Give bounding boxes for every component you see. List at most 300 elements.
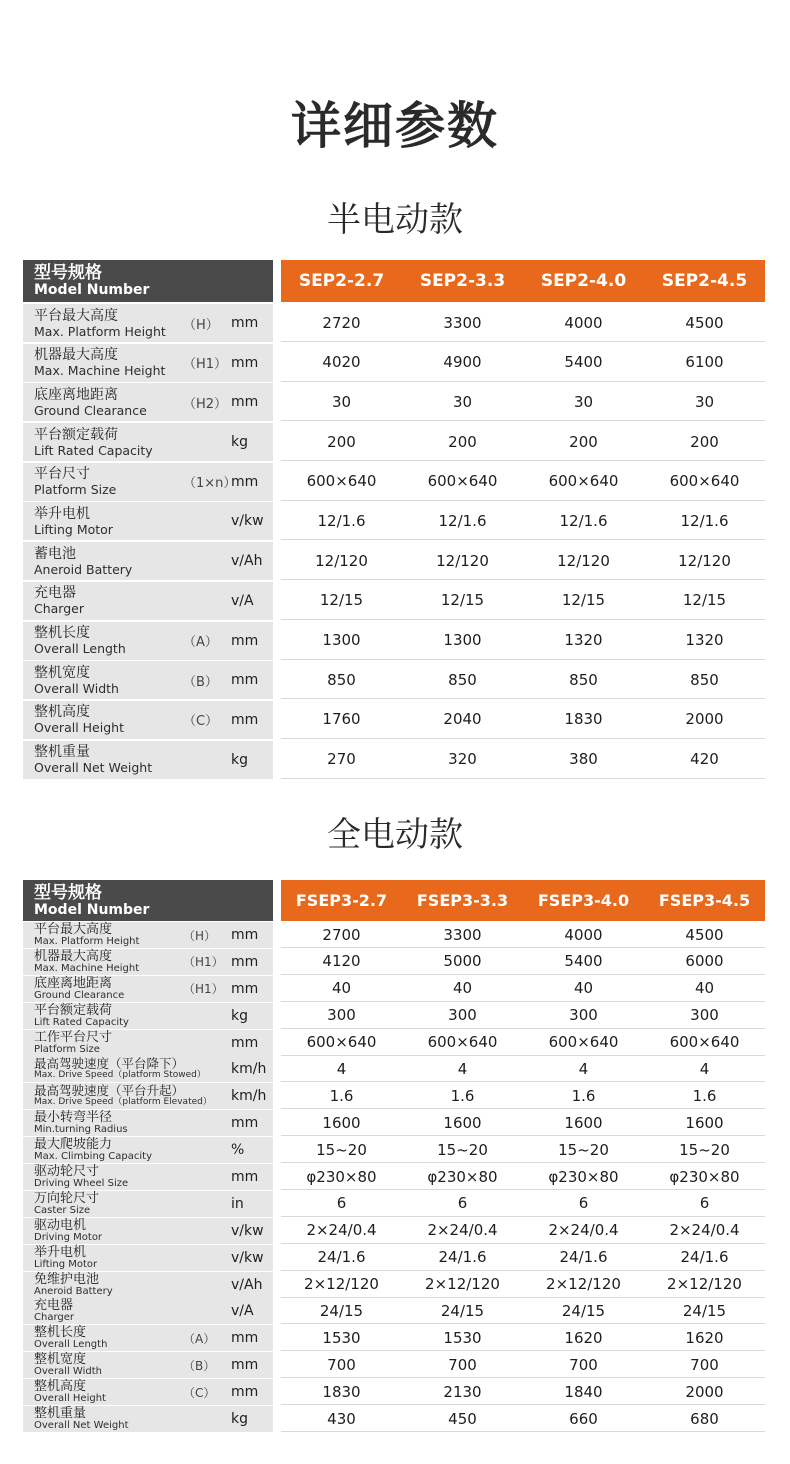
parameter-name-en: Ground Clearance — [34, 989, 125, 1001]
table-row — [23, 1272, 765, 1298]
model-number-label-en: Model Number — [34, 901, 150, 918]
parameter-name-en: Aneroid Battery — [34, 1285, 113, 1297]
parameter-label-cell — [23, 1030, 273, 1056]
value-cell: 420 — [690, 750, 719, 769]
parameter-label-cell — [23, 1056, 273, 1082]
value-cell: 600×640 — [306, 1033, 377, 1052]
parameter-name-en: Charger — [34, 1312, 74, 1324]
parameter-name-cn: 举升电机 — [34, 505, 90, 522]
value-cells — [281, 383, 765, 421]
model-number-label — [34, 260, 149, 302]
value-cell: 2×12/120 — [425, 1275, 500, 1294]
value-cells — [281, 1110, 765, 1136]
parameter-name-en: Charger — [34, 601, 84, 617]
parameter-name — [34, 304, 166, 342]
parameter-name-cn: 平台额定载荷 — [34, 426, 118, 443]
parameter-unit: mm — [231, 1357, 259, 1374]
value-cell: 6 — [336, 1194, 347, 1213]
value-cell: 300 — [569, 1006, 598, 1025]
parameter-name-en: Driving Motor — [34, 1231, 103, 1243]
value-cell: 12/1.6 — [680, 511, 729, 530]
table-header-row — [23, 260, 765, 302]
parameter-name-cn: 最大爬坡能力 — [34, 1137, 113, 1153]
model-name-header: FSEP3-2.7 — [295, 891, 388, 910]
parameter-label-cell — [23, 542, 273, 580]
value-cell: 1620 — [685, 1328, 724, 1347]
value-cell: 12/15 — [682, 591, 727, 610]
value-cell: 2×12/120 — [667, 1275, 742, 1294]
table-row — [23, 1110, 765, 1136]
parameter-name-en: Lift Rated Capacity — [34, 1016, 129, 1028]
table-row — [23, 949, 765, 975]
table-row — [23, 1030, 765, 1056]
value-cell: 6000 — [685, 952, 724, 971]
value-cell: 6 — [699, 1194, 710, 1213]
value-cell: 600×640 — [548, 1033, 619, 1052]
value-cell: 12/1.6 — [559, 511, 608, 530]
parameter-name-cn: 底座离地距离 — [34, 975, 113, 991]
model-number-label-cn: 型号规格 — [34, 263, 102, 283]
parameter-name-en: Lifting Motor — [34, 521, 113, 537]
parameter-label-cell — [23, 1083, 273, 1109]
model-name-header: FSEP3-4.0 — [537, 891, 630, 910]
parameter-label-cell — [23, 582, 273, 620]
column-gap — [273, 344, 281, 382]
value-cell: 24/15 — [319, 1301, 364, 1320]
table-row — [23, 1298, 765, 1324]
value-cell: 6 — [578, 1194, 589, 1213]
model-name-header: SEP2-4.5 — [661, 271, 748, 291]
value-cell: 680 — [690, 1409, 719, 1428]
parameter-unit: mm — [231, 927, 259, 943]
parameter-unit: v/kw — [231, 1249, 264, 1266]
parameter-name — [34, 1056, 206, 1082]
value-cell: 200 — [448, 432, 477, 451]
parameter-name — [34, 1030, 112, 1056]
table-row — [23, 976, 765, 1002]
value-cell: 1530 — [443, 1328, 482, 1347]
model-name-header: FSEP3-3.3 — [416, 891, 509, 910]
parameter-name-cn: 整机重量 — [34, 744, 90, 761]
table-row — [23, 423, 765, 461]
value-cell: 1600 — [443, 1113, 482, 1132]
parameter-label-cell — [23, 661, 273, 699]
parameter-name-cn: 整机长度 — [34, 625, 90, 641]
parameter-symbol: （H1） — [183, 955, 224, 970]
table-row — [23, 1406, 765, 1432]
parameter-name — [34, 463, 116, 501]
value-cells — [281, 1191, 765, 1217]
parameter-name — [34, 1325, 107, 1351]
value-cells — [281, 1056, 765, 1082]
table-row — [23, 344, 765, 382]
column-gap — [273, 582, 281, 620]
value-cell: 40 — [573, 979, 594, 998]
parameter-name — [34, 1191, 99, 1217]
value-cell: 300 — [327, 1006, 356, 1025]
value-cell: 1.6 — [329, 1086, 354, 1105]
model-header-cells — [281, 260, 765, 302]
value-cell: 1320 — [564, 631, 603, 649]
value-cell: 15~20 — [679, 1140, 730, 1159]
value-cells — [281, 1164, 765, 1190]
parameter-name-en: Max. Machine Height — [34, 363, 166, 379]
parameter-name-en: Driving Wheel Size — [34, 1178, 129, 1190]
value-cell: 4 — [578, 1059, 589, 1078]
value-cell: 4 — [457, 1059, 468, 1078]
table-row — [23, 1056, 765, 1082]
value-cell: 2000 — [685, 1382, 724, 1401]
value-cells — [281, 542, 765, 580]
value-cell: 40 — [452, 979, 473, 998]
value-cell: 1760 — [322, 710, 361, 729]
table-row — [23, 1379, 765, 1405]
table-row — [23, 701, 765, 739]
value-cell: 2720 — [322, 313, 361, 332]
value-cell: 600×640 — [306, 472, 377, 491]
value-cell: 1300 — [443, 631, 482, 649]
value-cell: 12/120 — [315, 551, 368, 570]
column-gap — [273, 1137, 281, 1163]
parameter-symbol: （A） — [183, 1331, 216, 1346]
parameter-name-cn: 最小转弯半径 — [34, 1110, 113, 1126]
parameter-unit: mm — [231, 1115, 259, 1132]
parameter-label-cell — [23, 949, 273, 975]
parameter-unit: mm — [231, 354, 259, 371]
value-cell: 12/120 — [557, 551, 610, 570]
value-cell: 2×24/0.4 — [306, 1221, 377, 1240]
value-cells — [281, 344, 765, 382]
parameter-name-en: Lifting Motor — [34, 1258, 98, 1270]
parameter-unit: v/Ah — [231, 553, 263, 570]
parameter-name — [34, 502, 113, 540]
column-gap — [273, 741, 281, 779]
parameter-name-en: Overall Net Weight — [34, 760, 153, 776]
parameter-label-cell — [23, 1379, 273, 1405]
parameter-label-cell — [23, 1298, 273, 1324]
value-cell: 2×24/0.4 — [669, 1221, 740, 1240]
value-cells — [281, 1245, 765, 1271]
value-cells — [281, 701, 765, 739]
table-row — [23, 741, 765, 779]
value-cell: 5000 — [443, 952, 482, 971]
spec-table-semi-electric — [23, 260, 765, 780]
column-gap — [273, 383, 281, 421]
value-cell: 320 — [448, 750, 477, 769]
parameter-symbol: （1×n） — [183, 476, 237, 492]
value-cell: 450 — [448, 1409, 477, 1428]
value-cells — [281, 1218, 765, 1244]
parameter-name-cn: 底座离地距离 — [34, 386, 118, 403]
parameter-symbol: （H1） — [183, 982, 224, 997]
table-row — [23, 661, 765, 699]
parameter-name-en: Lift Rated Capacity — [34, 442, 153, 458]
parameter-name-cn: 最高驾驶速度（平台降下） — [34, 1056, 185, 1072]
parameter-unit: kg — [231, 751, 248, 768]
value-cell: 12/15 — [561, 591, 606, 610]
value-cell: 12/1.6 — [317, 511, 366, 530]
table-row — [23, 1191, 765, 1217]
column-gap — [273, 949, 281, 975]
parameter-name-en: Overall Height — [34, 720, 124, 736]
parameter-unit: mm — [231, 1169, 259, 1186]
value-cell: 24/1.6 — [317, 1248, 366, 1267]
value-cell: 2×24/0.4 — [427, 1221, 498, 1240]
parameter-symbol: （C） — [183, 714, 219, 730]
parameter-name — [34, 344, 165, 382]
column-gap — [273, 1325, 281, 1351]
value-cell: 660 — [569, 1409, 598, 1428]
value-cell: 200 — [569, 432, 598, 451]
value-cell: 30 — [573, 392, 594, 411]
section-title-full-electric: 全电动款 — [327, 815, 463, 855]
column-gap — [273, 463, 281, 501]
parameter-label-cell — [23, 741, 273, 779]
value-cells — [281, 1298, 765, 1324]
parameter-name-cn: 举升电机 — [34, 1244, 87, 1260]
value-cells — [281, 423, 765, 461]
parameter-name-cn: 平台最大高度 — [34, 307, 118, 324]
column-gap — [273, 1083, 281, 1109]
model-number-label-cell — [23, 880, 273, 921]
parameter-name — [34, 423, 153, 461]
parameter-name-en: Max. Platform Height — [34, 323, 166, 339]
parameter-name-en: Ground Clearance — [34, 402, 147, 418]
parameter-name — [34, 949, 139, 975]
value-cell: 850 — [569, 670, 598, 689]
parameter-unit: mm — [231, 473, 259, 490]
parameter-name-cn: 驱动电机 — [34, 1217, 87, 1233]
parameter-name-cn: 充电器 — [34, 1298, 74, 1314]
value-cell: 3300 — [443, 313, 482, 332]
column-gap — [273, 1110, 281, 1136]
column-gap — [273, 661, 281, 699]
parameter-unit: mm — [231, 672, 259, 689]
value-cell: 12/1.6 — [438, 511, 487, 530]
column-gap — [273, 542, 281, 580]
parameter-name-en: Overall Width — [34, 680, 119, 696]
column-gap — [273, 423, 281, 461]
parameter-name-en: Overall Length — [34, 641, 126, 656]
value-cells — [281, 949, 765, 975]
table-row — [23, 383, 765, 421]
parameter-unit: mm — [231, 953, 259, 970]
value-cells — [281, 1406, 765, 1432]
parameter-label-cell — [23, 383, 273, 421]
column-gap — [273, 1164, 281, 1190]
parameter-label-cell — [23, 1245, 273, 1271]
value-cell: 1320 — [685, 631, 724, 649]
value-cell: 30 — [694, 392, 715, 411]
parameter-name-en: Min.turning Radius — [34, 1124, 128, 1136]
parameter-name — [34, 1245, 97, 1271]
table-row — [23, 1352, 765, 1378]
parameter-name-en: Platform Size — [34, 1043, 100, 1055]
parameter-label-cell — [23, 922, 273, 948]
value-cells — [281, 1003, 765, 1029]
value-cell: 2130 — [443, 1382, 482, 1401]
column-gap — [273, 1030, 281, 1056]
parameter-symbol: （H2） — [183, 396, 228, 412]
parameter-name-en: Overall Width — [34, 1366, 102, 1378]
value-cell: 300 — [690, 1006, 719, 1025]
value-cell: 1830 — [564, 710, 603, 729]
parameter-name-en: Max. Machine Height — [34, 962, 140, 974]
value-cell: 24/15 — [440, 1301, 485, 1320]
parameter-name-en: Overall Height — [34, 1393, 106, 1405]
column-gap — [273, 502, 281, 540]
model-name-header: SEP2-2.7 — [298, 271, 385, 291]
table-row — [23, 1083, 765, 1109]
parameter-label-cell — [23, 1137, 273, 1163]
parameter-name-cn: 万向轮尺寸 — [34, 1190, 100, 1206]
value-cell: 15~20 — [316, 1140, 367, 1159]
value-cell: 24/15 — [561, 1301, 606, 1320]
value-cell: 15~20 — [437, 1140, 488, 1159]
value-cell: 380 — [569, 750, 598, 769]
parameter-name — [34, 1083, 212, 1109]
column-gap — [273, 1272, 281, 1298]
column-gap — [273, 622, 281, 660]
table-row — [23, 622, 765, 660]
value-cells — [281, 922, 765, 948]
parameter-name-cn: 整机宽度 — [34, 664, 90, 681]
parameter-name-cn: 充电器 — [34, 585, 76, 602]
model-name-header: FSEP3-4.5 — [658, 891, 751, 910]
value-cell: 430 — [327, 1409, 356, 1428]
value-cell: 6100 — [685, 353, 724, 372]
parameter-name-cn: 整机长度 — [34, 1325, 87, 1341]
column-gap — [273, 880, 281, 921]
parameter-name-en: Max. Platform Height — [34, 936, 140, 947]
parameter-label-cell — [23, 1191, 273, 1217]
value-cells — [281, 1352, 765, 1378]
value-cell: 2040 — [443, 710, 482, 729]
value-cell: 1600 — [564, 1113, 603, 1132]
parameter-name-cn: 整机重量 — [34, 1406, 87, 1422]
value-cell: 700 — [327, 1355, 356, 1374]
model-header-cells — [281, 880, 765, 921]
parameter-name-en: Max. Drive Speed（platform Stowed） — [34, 1070, 206, 1081]
value-cell: 700 — [690, 1355, 719, 1374]
column-gap — [273, 1406, 281, 1432]
parameter-symbol: （B） — [183, 674, 218, 690]
parameter-unit: mm — [231, 1330, 259, 1347]
model-number-label-cn: 型号规格 — [34, 882, 102, 903]
value-cell: 700 — [448, 1355, 477, 1374]
parameter-name — [34, 1110, 128, 1136]
parameter-name-en: Max. Climbing Capacity — [34, 1151, 153, 1163]
parameter-unit: v/A — [231, 1303, 254, 1320]
parameter-unit: mm — [231, 1034, 259, 1051]
parameter-name — [34, 976, 124, 1002]
parameter-label-cell — [23, 1003, 273, 1029]
parameter-unit: in — [231, 1195, 244, 1212]
value-cell: 200 — [690, 432, 719, 451]
value-cell: 5400 — [564, 353, 603, 372]
value-cells — [281, 1272, 765, 1298]
column-gap — [273, 922, 281, 948]
parameter-name — [34, 622, 126, 660]
value-cell: 1600 — [322, 1113, 361, 1132]
value-cells — [281, 304, 765, 342]
parameter-name-cn: 工作平台尺寸 — [34, 1029, 113, 1045]
value-cells — [281, 502, 765, 540]
parameter-unit: mm — [231, 980, 259, 997]
value-cell: 1530 — [322, 1328, 361, 1347]
value-cell: 24/1.6 — [559, 1248, 608, 1267]
value-cell: 1600 — [685, 1113, 724, 1132]
column-gap — [273, 1191, 281, 1217]
parameter-name — [34, 542, 132, 580]
table-row — [23, 922, 765, 948]
model-number-label-en: Model Number — [34, 282, 150, 298]
parameter-unit: v/A — [231, 592, 254, 609]
parameter-name-en: Overall Net Weight — [34, 1420, 129, 1432]
parameter-label-cell — [23, 1272, 273, 1298]
value-cell: 2000 — [685, 710, 724, 729]
value-cell: 40 — [694, 979, 715, 998]
parameter-symbol: （A） — [183, 635, 218, 650]
parameter-label-cell — [23, 463, 273, 501]
parameter-name-cn: 平台额定载荷 — [34, 1002, 113, 1018]
value-cell: 2×24/0.4 — [548, 1221, 619, 1240]
parameter-unit: km/h — [231, 1088, 267, 1105]
table-row — [23, 502, 765, 540]
parameter-unit: mm — [231, 632, 259, 649]
parameter-label-cell — [23, 1406, 273, 1432]
value-cell: 12/15 — [319, 591, 364, 610]
column-gap — [273, 976, 281, 1002]
column-gap — [273, 1003, 281, 1029]
parameter-name-cn: 平台尺寸 — [34, 466, 90, 483]
table-row — [23, 542, 765, 580]
value-cell: 4500 — [685, 925, 724, 944]
parameter-label-cell — [23, 304, 273, 342]
parameter-name — [34, 1164, 128, 1190]
value-cell: φ230×80 — [427, 1167, 498, 1186]
parameter-label-cell — [23, 1164, 273, 1190]
parameter-label-cell — [23, 701, 273, 739]
value-cells — [281, 1137, 765, 1163]
column-gap — [273, 1352, 281, 1378]
model-number-label — [34, 880, 149, 921]
value-cell: 4 — [699, 1059, 710, 1078]
value-cell: 300 — [448, 1006, 477, 1025]
value-cell: 4000 — [564, 925, 603, 944]
parameter-label-cell — [23, 1325, 273, 1351]
value-cell: 1840 — [564, 1382, 603, 1401]
value-cell: 2×12/120 — [546, 1275, 621, 1294]
value-cell: 850 — [448, 670, 477, 689]
parameter-unit: mm — [231, 1384, 259, 1401]
value-cell: 12/15 — [440, 591, 485, 610]
value-cell: φ230×80 — [548, 1167, 619, 1186]
parameter-label-cell — [23, 622, 273, 660]
parameter-label-cell — [23, 344, 273, 382]
value-cell: 2700 — [322, 925, 361, 944]
value-cell: 2×12/120 — [304, 1275, 379, 1294]
parameter-name — [34, 1137, 152, 1163]
parameter-symbol: （H） — [183, 317, 219, 333]
parameter-symbol: （H） — [183, 928, 217, 943]
column-gap — [273, 260, 281, 302]
table-row — [23, 463, 765, 501]
value-cells — [281, 976, 765, 1002]
parameter-name — [34, 1352, 102, 1378]
value-cell: 24/1.6 — [438, 1248, 487, 1267]
value-cells — [281, 1325, 765, 1351]
